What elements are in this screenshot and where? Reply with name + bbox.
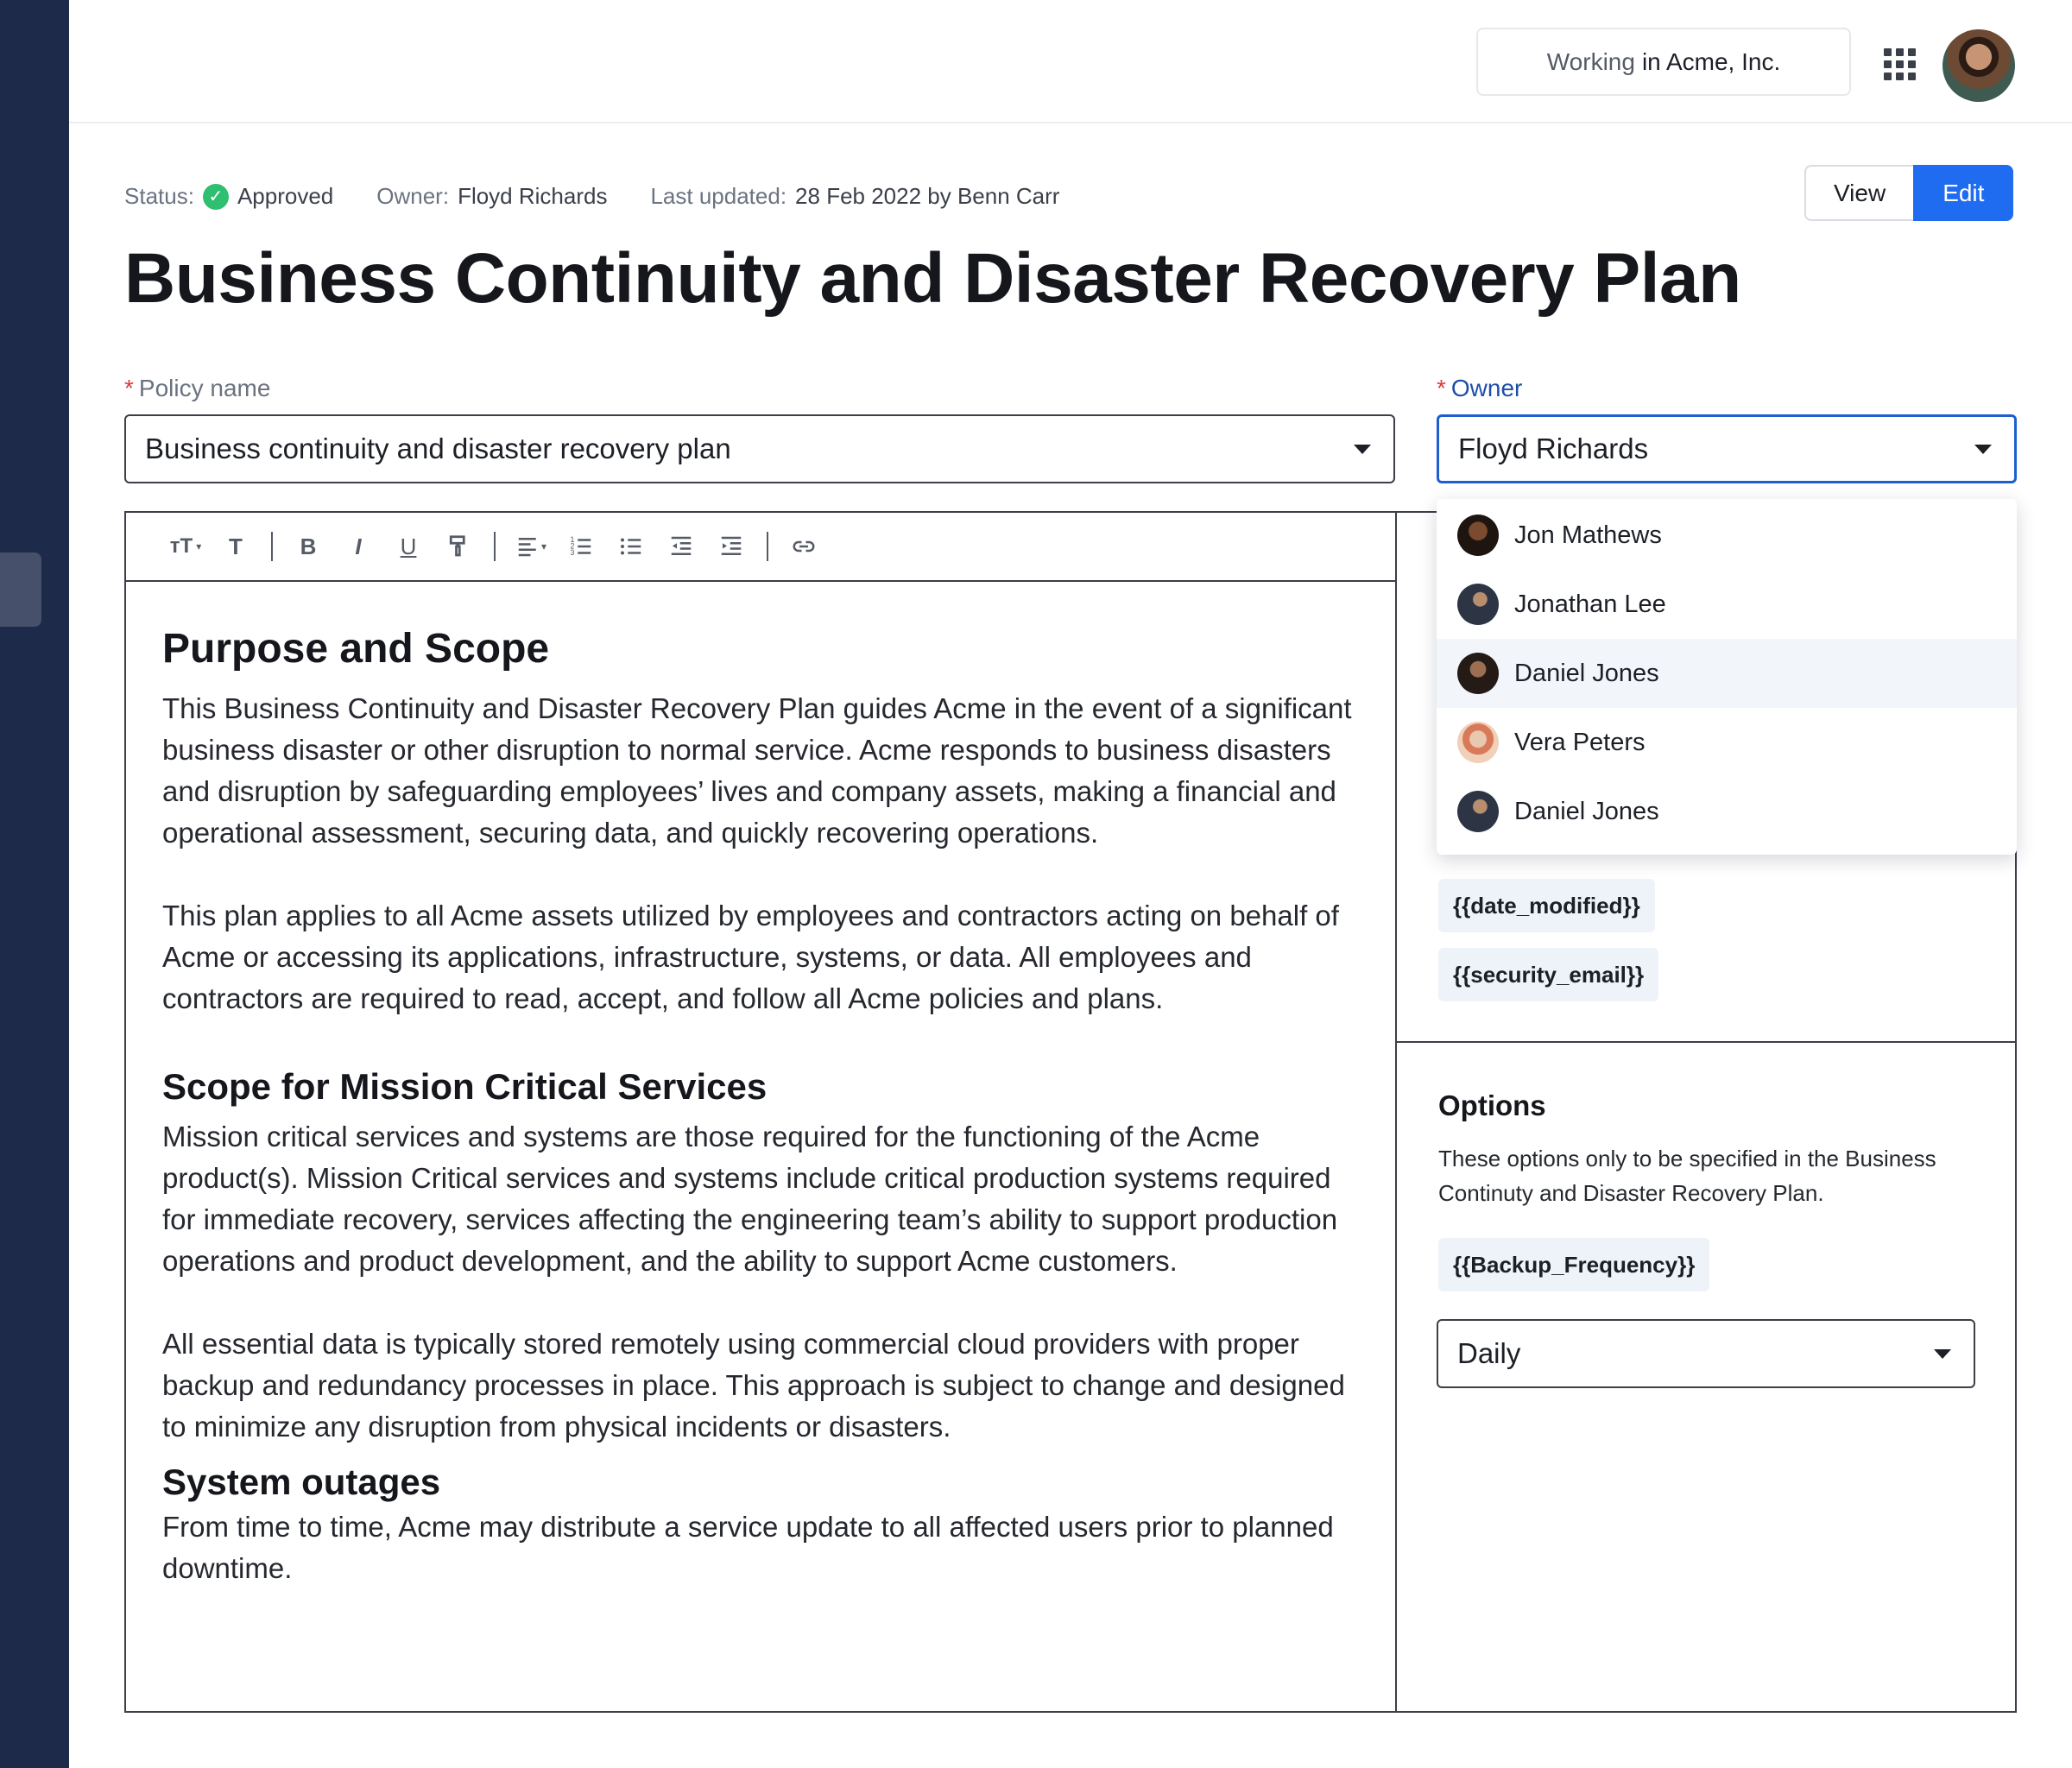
- outdent-icon[interactable]: [656, 529, 706, 564]
- avatar: [1457, 515, 1499, 556]
- variable-chip[interactable]: {{security_email}}: [1438, 948, 1658, 1001]
- svg-text:3: 3: [570, 548, 575, 557]
- policy-editor: [124, 511, 1397, 1713]
- owner-option-name: Jonathan Lee: [1514, 590, 1666, 618]
- owner-option[interactable]: [1437, 501, 2017, 570]
- section-heading: System outages: [162, 1462, 441, 1502]
- updated-label: Last updated:: [650, 183, 787, 209]
- owner-option[interactable]: [1437, 639, 2017, 708]
- owner-option-name: Jon Mathews: [1514, 521, 1662, 549]
- owner-group: [376, 183, 607, 210]
- paragraph: From time to time, Acme may distribute a service update to all affected users prior to planned downtime.: [162, 1511, 1334, 1584]
- owner-option-name: Daniel Jones: [1514, 797, 1659, 825]
- variable-chip[interactable]: {{date_modified}}: [1438, 879, 1655, 932]
- backup-frequency-select[interactable]: [1437, 1319, 1975, 1388]
- view-button[interactable]: View: [1804, 165, 1913, 221]
- status-label: Status:: [124, 183, 194, 209]
- chevron-down-icon: [1974, 445, 1992, 454]
- toolbar-divider: [271, 532, 273, 561]
- workspace-name: in Acme, Inc.: [1641, 47, 1781, 75]
- bold-icon[interactable]: B: [300, 533, 317, 559]
- panel-divider: [1397, 1041, 2015, 1043]
- align-icon[interactable]: ▾: [506, 529, 556, 564]
- paragraph: Mission critical services and systems are those required for the functioning of the Acme product(s). Mission Critical services and systems include critical production systems required for immediate recovery, services affecting the engineering team’s ability to support production operations and product development, and the ability to support Acme customers.: [162, 1121, 1338, 1277]
- policy-name-label-text: Policy name: [138, 375, 271, 401]
- updated-group: [650, 183, 1059, 210]
- owner-option[interactable]: [1437, 708, 2017, 777]
- toolbar-divider: [767, 532, 768, 561]
- policy-name-select[interactable]: [124, 414, 1395, 483]
- editor-content[interactable]: [126, 582, 1397, 1589]
- chevron-down-icon: [1354, 445, 1371, 454]
- user-avatar[interactable]: [1942, 29, 2015, 102]
- section-heading: Purpose and Scope: [162, 626, 550, 672]
- owner-option-name: Vera Peters: [1514, 728, 1646, 756]
- svg-text:2: 2: [570, 541, 575, 551]
- owner-dropdown-menu: [1437, 499, 2017, 855]
- italic-icon[interactable]: I: [355, 533, 362, 559]
- font-size-icon[interactable]: тT ▾: [169, 534, 202, 558]
- avatar: [1457, 791, 1499, 832]
- page-title: Business Continuity and Disaster Recovery Plan: [124, 239, 1741, 318]
- edit-button[interactable]: Edit: [1913, 165, 2013, 221]
- paragraph: This Business Continuity and Disaster Recovery Plan guides Acme in the event of a significant business disaster or other disruption to normal service. Acme responds to business disasters and disruption by safeguarding employees’ lives and company assets, making a financial and operational assessment, securing data, and quickly recovering operations.: [162, 692, 1352, 849]
- grid-icon[interactable]: [1882, 47, 1917, 81]
- options-description: These options only to be specified in the Business Continuty and Disaster Recovery Plan.: [1438, 1146, 1936, 1206]
- required-mark: *: [124, 375, 134, 401]
- indent-icon[interactable]: [706, 529, 756, 564]
- format-painter-icon[interactable]: [433, 529, 483, 564]
- status-value: Approved: [237, 183, 334, 209]
- variable-chip[interactable]: {{Backup_Frequency}}: [1438, 1238, 1709, 1291]
- editor-toolbar: [126, 513, 1397, 582]
- sidebar: [0, 0, 69, 1768]
- ordered-list-icon[interactable]: [556, 529, 606, 564]
- check-circle-icon: ✓: [203, 184, 229, 210]
- status-group: [124, 183, 333, 210]
- updated-value: 28 Feb 2022 by Benn Carr: [795, 183, 1060, 209]
- owner-select[interactable]: [1437, 414, 2017, 483]
- owner-meta-label: Owner:: [376, 183, 450, 209]
- svg-text:1: 1: [570, 535, 575, 544]
- view-edit-toggle: [1804, 165, 2013, 221]
- policy-meta: [124, 183, 1102, 210]
- owner-option[interactable]: [1437, 777, 2017, 846]
- paragraph: This plan applies to all Acme assets utilized by employees and contractors acting on behalf of Acme or accessing its applications, infrastructure, systems, or data. All employees and contractors are required to read, accept, and follow all Acme policies and plans.: [162, 900, 1339, 1014]
- options-title: Options: [1438, 1089, 1546, 1121]
- toolbar-divider: [494, 532, 496, 561]
- avatar: [1457, 584, 1499, 625]
- chevron-down-icon: [1934, 1349, 1951, 1359]
- section-heading: Scope for Mission Critical Services: [162, 1066, 768, 1107]
- workspace-prefix: Working: [1546, 47, 1635, 75]
- policy-name-value: Business continuity and disaster recovery plan: [145, 433, 731, 464]
- required-mark: *: [1437, 375, 1446, 401]
- avatar: [1457, 653, 1499, 694]
- frequency-value: Daily: [1457, 1337, 1521, 1369]
- owner-option-name: Daniel Jones: [1514, 659, 1659, 687]
- sidebar-collapse-tab[interactable]: [0, 552, 41, 627]
- policy-name-label: [124, 375, 270, 402]
- text-style-icon[interactable]: T: [229, 533, 243, 559]
- workspace-switcher[interactable]: [1476, 28, 1851, 96]
- avatar: [1457, 722, 1499, 763]
- bullet-list-icon[interactable]: [606, 529, 656, 564]
- owner-value: Floyd Richards: [1458, 433, 1649, 464]
- owner-option[interactable]: [1437, 570, 2017, 639]
- owner-label-text: Owner: [1450, 375, 1523, 401]
- paragraph: All essential data is typically stored remotely using commercial cloud providers with proper backup and redundancy processes in place. This approach is subject to change and designed to minimize any disruption from physical incidents or disasters.: [162, 1328, 1345, 1443]
- underline-icon[interactable]: U: [400, 533, 417, 559]
- link-icon[interactable]: [779, 529, 829, 564]
- owner-label: [1437, 375, 1522, 402]
- owner-meta-value: Floyd Richards: [458, 183, 608, 209]
